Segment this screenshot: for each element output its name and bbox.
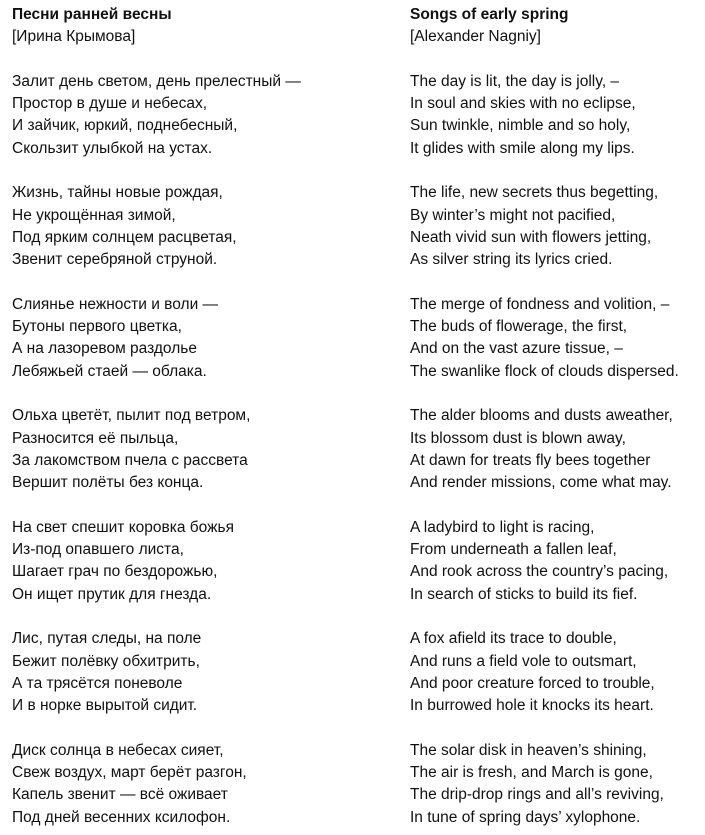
poem-line: And poor creature forced to trouble, [410, 674, 655, 692]
poem-line: It glides with smile along my lips. [410, 139, 635, 157]
poem-line: Звенит серебряной струной. [12, 251, 218, 269]
poem-line: Бутоны первого цветка, [12, 318, 182, 336]
poem-line: Its blossom dust is blown away, [410, 429, 626, 447]
poem-line: From underneath a fallen leaf, [410, 541, 617, 559]
poem-line: А та трясётся поневоле [12, 674, 183, 692]
poem-title-english: Songs of early spring [410, 6, 569, 23]
poem-line: Под дней весенних ксилофон. [12, 808, 231, 826]
poem-line: The life, new secrets thus begetting, [410, 184, 659, 202]
poem-author-english: [Alexander Nagniy] [410, 28, 541, 46]
poem-line: А на лазоревом раздолье [12, 340, 197, 358]
stanza [410, 182, 700, 271]
stanza [12, 71, 392, 160]
poem-line: Слиянье нежности и воли — [12, 295, 219, 313]
poem-line: The solar disk in heaven’s shining, [410, 741, 647, 759]
poem-line: At dawn for treats fly bees together [410, 451, 651, 469]
stanza [12, 405, 392, 494]
poem-line: Бежит полёвку обхитрить, [12, 652, 200, 670]
poem-line: In burrowed hole it knocks its heart. [410, 697, 654, 715]
poem-line: The buds of flowerage, the first, [410, 318, 628, 336]
stanza [410, 405, 700, 494]
poem-line: Neath vivid sun with flowers jetting, [410, 228, 652, 246]
poem-line: Капель звенит — всё оживает [12, 786, 228, 804]
poem-line: Не укрощённая зимой, [12, 206, 176, 224]
poem-line: A ladybird to light is racing, [410, 518, 595, 536]
stanza [12, 628, 392, 717]
poem-line: A fox afield its trace to double, [410, 630, 617, 648]
poem-line: Под ярким солнцем расцветая, [12, 228, 237, 246]
stanza [410, 294, 700, 383]
poem-line: The day is lit, the day is jolly, – [410, 72, 620, 90]
poem-line: Лис, путая следы, на поле [12, 630, 202, 648]
poem-line: Свеж воздух, март берёт разгон, [12, 764, 247, 782]
stanza [12, 740, 392, 829]
poem-line: Простор в душе и небесах, [12, 95, 208, 113]
stanza [12, 182, 392, 271]
stanza [410, 628, 700, 717]
poem-line: Ольха цветёт, пылит под ветром, [12, 407, 251, 425]
poem-title-russian: Песни ранней весны [12, 6, 172, 23]
poem-line: Лебяжьей стаей — облака. [12, 362, 207, 380]
poem-line: And on the vast azure tissue, – [410, 340, 623, 358]
poem-line: На свет спешит коровка божья [12, 518, 234, 536]
poem-line: In tune of spring days’ xylophone. [410, 808, 641, 826]
poem-line: Шагает грач по бездорожью, [12, 563, 218, 581]
poem-line: And rook across the country’s pacing, [410, 563, 669, 581]
poem-line: In soul and skies with no eclipse, [410, 95, 636, 113]
poem-line: And runs a field vole to outsmart, [410, 652, 637, 670]
stanza [12, 517, 392, 606]
poem-line: The merge of fondness and volition, – [410, 295, 670, 313]
poem-line: И в норке вырытой сидит. [12, 697, 198, 715]
english-poem [410, 4, 700, 829]
stanza [12, 294, 392, 383]
poem-line: Из-под опавшего листа, [12, 541, 184, 559]
stanza [410, 517, 700, 606]
poem-line: Жизнь, тайны новые рождая, [12, 184, 223, 202]
poem-line: И зайчик, юркий, поднебесный, [12, 117, 238, 135]
poem-line: Разносится её пыльца, [12, 429, 179, 447]
poem-line: За лакомством пчела с рассвета [12, 451, 248, 469]
poem-line: By winter’s might not pacified, [410, 206, 616, 224]
poem-line: The swanlike flock of clouds dispersed. [410, 362, 679, 380]
poem-line: Вершит полёты без конца. [12, 474, 204, 492]
poem-line: Он ищет прутик для гнезда. [12, 585, 212, 603]
stanza [410, 71, 700, 160]
poem-line: And render missions, come what may. [410, 474, 672, 492]
poem-line: Залит день светом, день прелестный — [12, 72, 301, 90]
poem-line: The alder blooms and dusts aweather, [410, 407, 673, 425]
poem-line: As silver string its lyrics cried. [410, 251, 613, 269]
poem-line: In search of sticks to build its fief. [410, 585, 638, 603]
poem-line: Sun twinkle, nimble and so holy, [410, 117, 631, 135]
russian-poem [12, 4, 392, 829]
stanza [410, 740, 700, 829]
poem-line: Диск солнца в небесах сияет, [12, 741, 224, 759]
poem-author-russian: [Ирина Крымова] [12, 28, 136, 46]
poem-line: The drip-drop rings and all’s reviving, [410, 786, 664, 804]
poem-line: The air is fresh, and March is gone, [410, 764, 653, 782]
poem-line: Скользит улыбкой на устах. [12, 139, 213, 157]
